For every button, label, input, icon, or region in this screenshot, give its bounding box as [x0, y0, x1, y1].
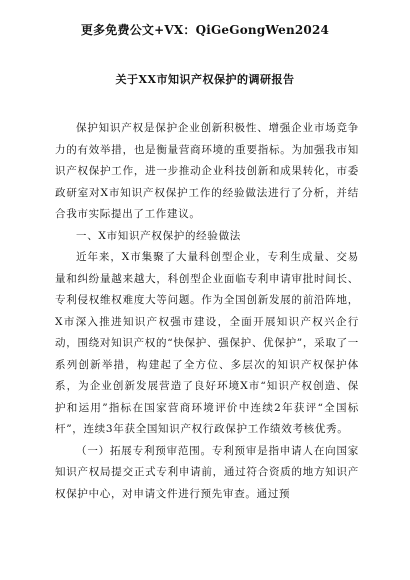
section-heading: 一、X市知识产权保护的经验做法	[76, 229, 241, 242]
document-body	[55, 118, 359, 505]
promo-header: 更多免费公文+VX：QiGeGongWen2024	[80, 23, 330, 37]
paragraph-intro: 保护知识产权是保护企业创新积极性、增强企业市场竞争力的有效举措，也是衡量营商环境的重要指标。为加强我市知识产权保护工作，进一步推动企业科技创新和成果转化，市委政研室对X市知识产权保护工作的经验做法进行了分析，并结合我市实际提出了工作建议。	[55, 122, 359, 220]
paragraph-subsection-1: （一）拓展专利预审范围。专利预审是指申请人在向国家知识产权局提交正式专利申请前，通过符合资质的地方知识产权保护中心，对申请文件进行预先审查。通过预	[55, 444, 359, 500]
paragraph-experience: 近年来，X市集聚了大量科创型企业，专利生成量、交易量和纠纷量越来越大，科创型企业面临专利申请审批时间长、专利侵权维权难度大等问题。作为全国创新发展的前沿阵地，X市深入推进知识产权强市建设，全面开展知识产权兴企行动，围绕对知识产权的“快保护、强保护、优保护”，采取了一系列创新举措，构建起了全方位、多层次的知识产权保护体系，为企业创新发展营造了良好环境X市“知识产权创造、保护和运用”指标在国家营商环境评价中连续2年获评“全国标杆”，连续3年获全国知识产权行政保护工作绩效考核优秀。	[55, 251, 359, 435]
document-title: 关于XX市知识产权保护的调研报告	[115, 73, 295, 86]
